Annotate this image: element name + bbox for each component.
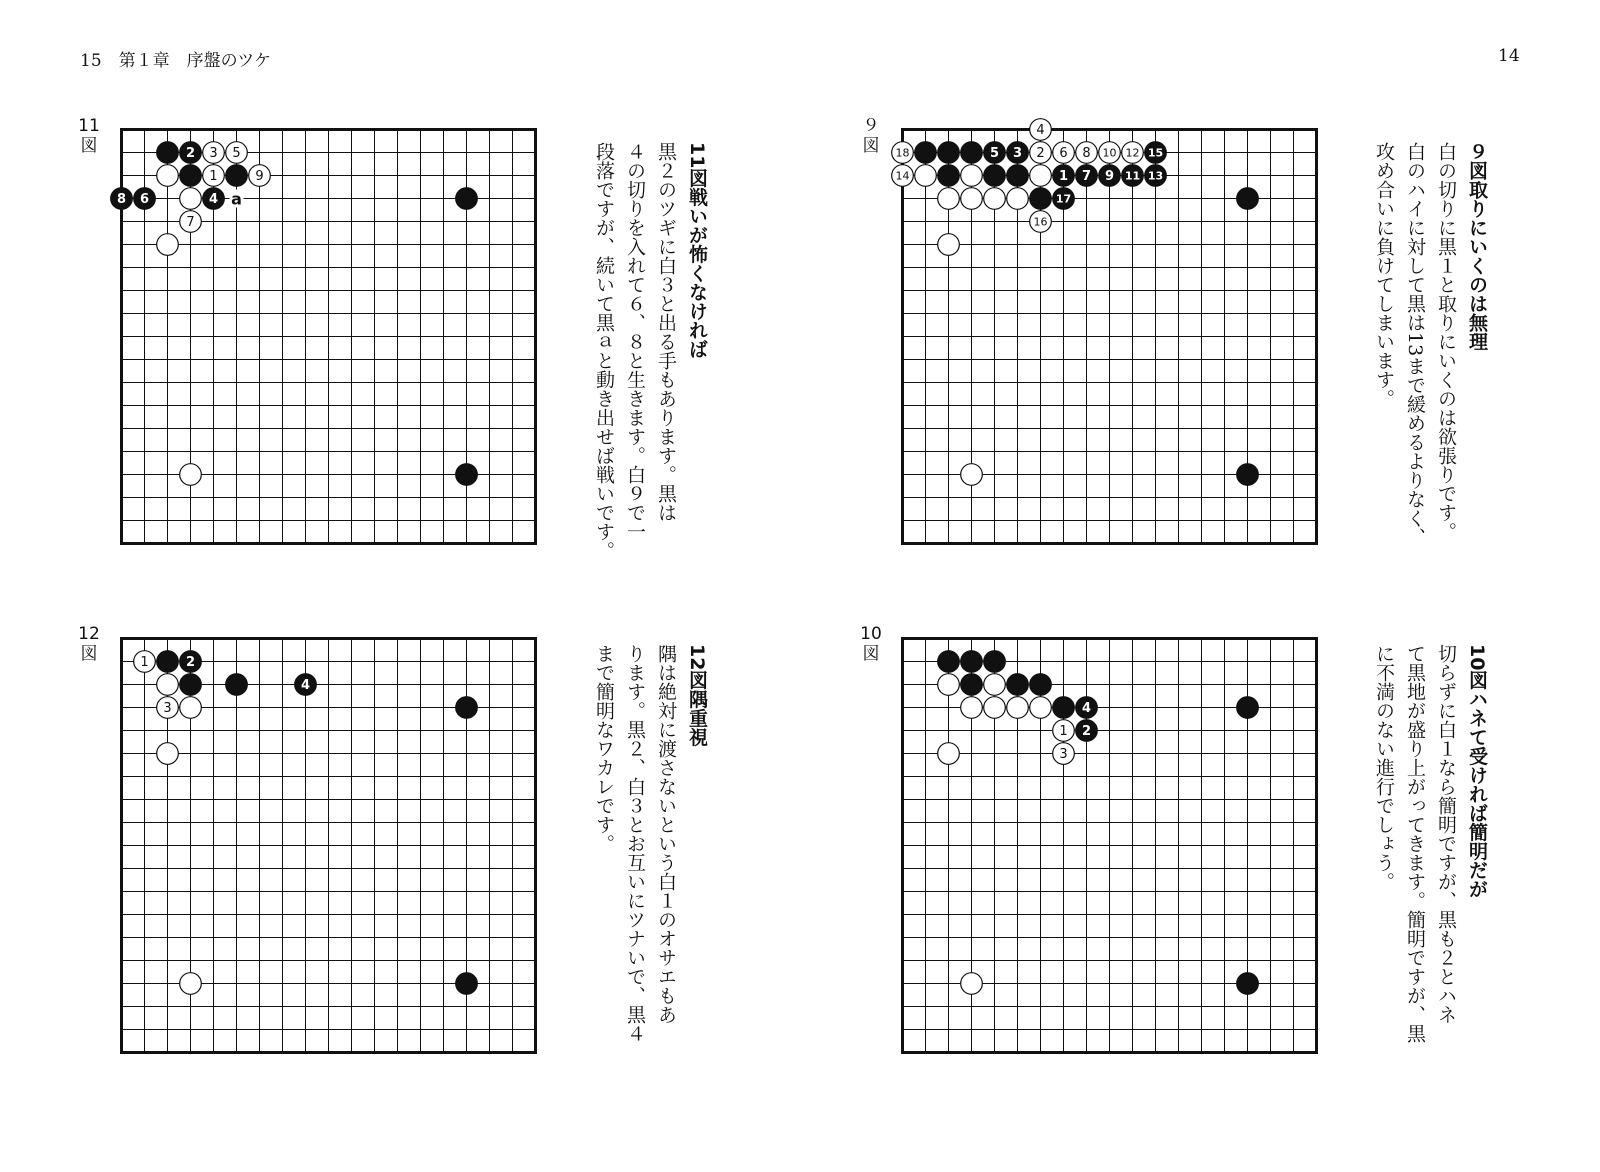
- body-line: 黒２のツギに白３と出る手もあります。黒は: [655, 142, 677, 522]
- white-stone: [938, 188, 960, 210]
- white-stone: [938, 234, 960, 256]
- black-stone: [180, 674, 202, 696]
- white-stone: [938, 743, 960, 765]
- figure-label-number: 10: [860, 624, 882, 644]
- black-stone: [157, 651, 179, 673]
- black-stone: [1053, 697, 1075, 719]
- move-number: 3: [209, 146, 218, 162]
- black-stone: [1237, 973, 1259, 995]
- move-number: 2: [185, 655, 196, 671]
- black-stone: [226, 165, 248, 187]
- black-stone: [456, 464, 478, 486]
- black-stone: [961, 651, 983, 673]
- black-stone: [226, 674, 248, 696]
- white-stone: [157, 743, 179, 765]
- page-number: 14: [1498, 46, 1520, 66]
- white-stone: [915, 165, 937, 187]
- black-stone: [1237, 464, 1259, 486]
- move-number: 8: [116, 192, 127, 208]
- figure-label-number: 12: [78, 624, 100, 644]
- white-stone: [961, 697, 983, 719]
- figure-10-text: [1368, 644, 1492, 1094]
- white-stone: [984, 697, 1006, 719]
- black-stone: [157, 142, 179, 164]
- caption: [1461, 644, 1492, 1094]
- figure-label-zu: 図: [80, 644, 98, 664]
- move-number: 17: [1055, 192, 1072, 206]
- body-line: て黒地が盛り上がってきます。簡明ですが、黒: [1404, 644, 1426, 1043]
- move-number: 2: [1081, 724, 1092, 740]
- figure-label-number: ９: [862, 116, 880, 136]
- black-stone: [1007, 165, 1029, 187]
- body-line: に不満のない進行でしょう。: [1373, 644, 1395, 891]
- black-stone: [1030, 188, 1052, 210]
- caption-title: ハネて受ければ簡明だが: [1466, 689, 1488, 899]
- caption-number: ９図: [1466, 142, 1488, 180]
- figure-11-text: [588, 142, 712, 592]
- body-line: 攻め合いに負けてしまいます。: [1373, 142, 1395, 408]
- black-stone: [938, 165, 960, 187]
- black-stone: [456, 973, 478, 995]
- move-number: 4: [208, 192, 219, 208]
- move-number: 9: [1104, 169, 1115, 185]
- caption-title: 戦いが怖くなければ: [686, 187, 708, 359]
- black-stone: [961, 142, 983, 164]
- caption-number: 12図: [686, 644, 708, 690]
- move-number: 1: [1059, 724, 1068, 740]
- running-head-left: 15 第１章 序盤のツケ: [80, 51, 272, 71]
- caption-title: 隅重視: [686, 689, 708, 747]
- white-stone: [961, 464, 983, 486]
- move-number: 2: [185, 146, 196, 162]
- move-number: 3: [1012, 146, 1023, 162]
- white-stone: [1007, 188, 1029, 210]
- move-number: 16: [1033, 215, 1048, 229]
- white-stone: [157, 165, 179, 187]
- white-stone: [1030, 697, 1052, 719]
- move-number: 8: [1082, 146, 1091, 162]
- black-stone: [456, 697, 478, 719]
- go-board-fig10: [902, 638, 1317, 1053]
- caption: [1461, 142, 1492, 592]
- board-mark-label: a: [231, 189, 242, 209]
- move-number: 1: [209, 169, 218, 185]
- figure-label: [74, 116, 104, 156]
- move-number: 10: [1102, 146, 1117, 160]
- figure-label-zu: 図: [862, 136, 880, 156]
- caption-number: 11図: [686, 142, 708, 188]
- move-number: 18: [895, 146, 910, 160]
- black-stone: [984, 651, 1006, 673]
- figure-12-text: [588, 644, 712, 1094]
- black-stone: [984, 165, 1006, 187]
- go-board-fig11: [116, 129, 536, 544]
- white-stone: [984, 188, 1006, 210]
- body-line: 段落ですが、続いて黒ａと動き出せば戦いです。: [593, 142, 615, 560]
- figure-label: [74, 624, 104, 664]
- move-number: 6: [1059, 146, 1068, 162]
- white-stone: [961, 188, 983, 210]
- figure-label-zu: 図: [862, 644, 880, 664]
- body-line: 白のハイに対して黒は13まで緩めるよりなく、: [1404, 142, 1426, 547]
- body-line: 白の切りに黒１と取りにいくのは欲張りです。: [1435, 142, 1457, 541]
- move-number: 15: [1147, 146, 1164, 160]
- move-number: 7: [1081, 169, 1092, 185]
- move-number: 7: [186, 215, 195, 231]
- caption-number: 10図: [1466, 644, 1488, 690]
- white-stone: [157, 234, 179, 256]
- black-stone: [1030, 674, 1052, 696]
- move-number: 4: [1036, 123, 1045, 139]
- body-line: まで簡明なワカレです。: [593, 644, 615, 853]
- white-stone: [180, 188, 202, 210]
- move-number: 5: [989, 146, 1000, 162]
- white-stone: [180, 697, 202, 719]
- go-board-fig12: [121, 638, 536, 1053]
- white-stone: [984, 674, 1006, 696]
- move-number: 13: [1147, 169, 1164, 183]
- move-number: 11: [1124, 169, 1141, 183]
- go-board-fig9: [895, 123, 1317, 544]
- body-line: ４の切りを入れて６、８と生きます。白９で一: [624, 142, 646, 541]
- white-stone: [1007, 697, 1029, 719]
- caption: [681, 644, 712, 1094]
- figure-label: [856, 116, 886, 156]
- white-stone: [938, 674, 960, 696]
- black-stone: [961, 674, 983, 696]
- move-number: 3: [1059, 747, 1068, 763]
- move-number: 3: [163, 701, 172, 717]
- black-stone: [915, 142, 937, 164]
- black-stone: [180, 165, 202, 187]
- figure-label-zu: 図: [80, 136, 98, 156]
- move-number: 6: [139, 192, 150, 208]
- white-stone: [961, 165, 983, 187]
- move-number: 4: [300, 678, 311, 694]
- move-number: 5: [232, 146, 241, 162]
- white-stone: [180, 973, 202, 995]
- black-stone: [1237, 188, 1259, 210]
- caption-title: 取りにいくのは無理: [1466, 180, 1488, 351]
- black-stone: [938, 142, 960, 164]
- black-stone: [938, 651, 960, 673]
- move-number: 9: [255, 169, 264, 185]
- figure-9-text: [1368, 142, 1492, 592]
- caption: [681, 142, 712, 592]
- white-stone: [180, 464, 202, 486]
- white-stone: [1030, 165, 1052, 187]
- white-stone: [961, 973, 983, 995]
- move-number: 2: [1036, 146, 1045, 162]
- black-stone: [1237, 697, 1259, 719]
- figure-label: [856, 624, 886, 664]
- body-line: ります。黒２、白３とお互いにツナいで、黒４: [624, 644, 646, 1043]
- black-stone: [1007, 674, 1029, 696]
- black-stone: [456, 188, 478, 210]
- move-number: 12: [1125, 146, 1140, 160]
- white-stone: [157, 674, 179, 696]
- move-number: 1: [1058, 169, 1069, 185]
- move-number: 4: [1081, 701, 1092, 717]
- move-number: 1: [140, 655, 149, 671]
- body-line: 隅は絶対に渡さないという白１のオサエもあ: [655, 644, 677, 1024]
- body-line: 切らずに白１なら簡明ですが、黒も２とハネ: [1435, 644, 1457, 1024]
- figure-label-number: 11: [78, 116, 100, 136]
- move-number: 14: [895, 169, 910, 183]
